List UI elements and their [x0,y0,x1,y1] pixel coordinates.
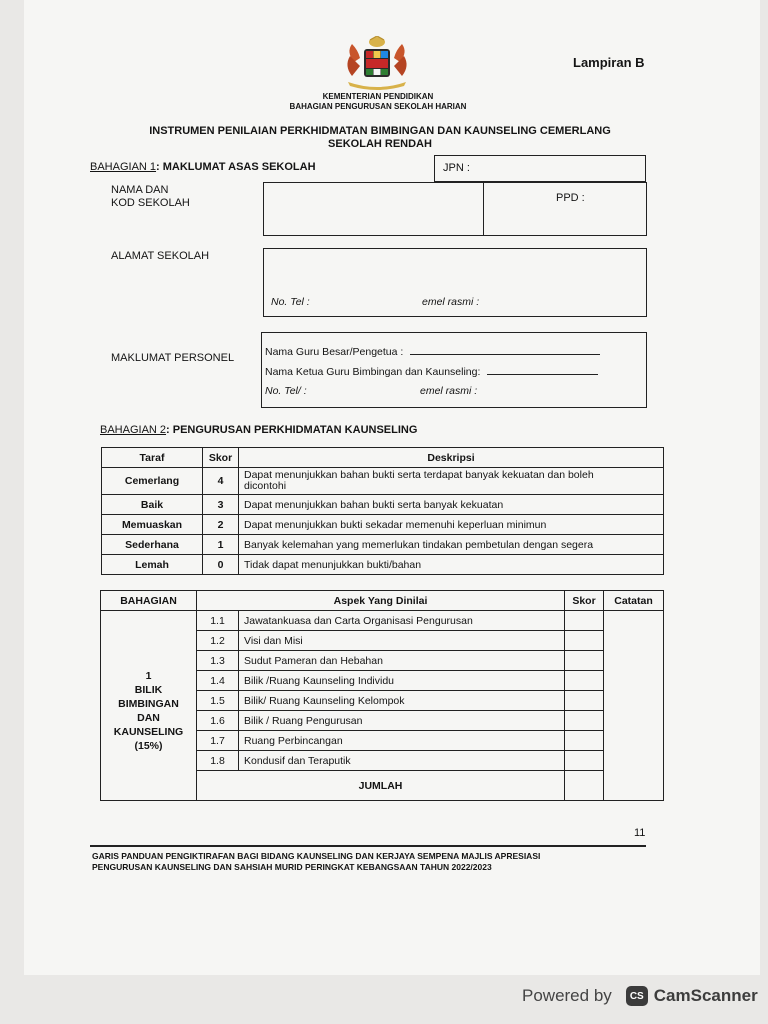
document-title-line-2: SEKOLAH RENDAH [328,138,432,150]
bahagian-1-cell [101,611,197,801]
ketua-guru-row [265,364,598,378]
section-2-heading [100,424,417,436]
catatan-cell[interactable] [604,611,664,801]
rating-deskripsi: Dapat menunjukkan bahan bukti serta banyak kekuatan [239,495,664,515]
rating-skor: 1 [203,535,239,555]
aspect-text: Bilik/ Ruang Kaunseling Kelompok [239,691,565,711]
bahagian-word-3: DAN [137,711,160,724]
rating-row [102,495,664,515]
evaluation-header-row [101,591,664,611]
rating-taraf: Cemerlang [102,468,203,495]
jumlah-label: JUMLAH [197,771,565,801]
jpn-label: JPN : [443,162,470,174]
personel-tel-row [265,385,307,397]
aspect-row [101,611,664,631]
rating-taraf: Baik [102,495,203,515]
document-title-line-1: INSTRUMEN PENILAIAN PERKHIDMATAN BIMBINGAN DAN KAUNSELING CEMERLANG [149,125,611,137]
header-aspek: Aspek Yang Dinilai [197,591,565,611]
aspect-text: Jawatankuasa dan Carta Organisasi Pengurusan [239,611,565,631]
guru-besar-input-line[interactable] [410,344,600,355]
ppd-field[interactable] [483,182,647,236]
page-number: 11 [634,827,646,839]
aspect-text: Kondusif dan Teraputik [239,751,565,771]
ministry-line-1: KEMENTERIAN PENDIDIKAN [322,92,434,101]
alamat-emel: emel rasmi : [422,296,480,308]
header-bahagian: BAHAGIAN [101,591,197,611]
header-skor: Skor [203,448,239,468]
aspect-no: 1.2 [197,631,239,651]
rating-deskripsi: Banyak kelemahan yang memerlukan tindakan pembetulan dengan segera [239,535,664,555]
camscanner-brand: CamScanner [653,986,758,1005]
rating-scale-table [101,447,664,575]
jpn-field[interactable] [434,155,646,182]
aspect-skor-cell[interactable] [565,711,604,731]
alamat-label: ALAMAT SEKOLAH [111,250,210,262]
header-taraf: Taraf [102,448,203,468]
bahagian-number: 1 [145,669,152,682]
aspect-skor-cell[interactable] [565,691,604,711]
rating-deskripsi [239,468,664,495]
ministry-line-2: BAHAGIAN PENGURUSAN SEKOLAH HARIAN [289,102,467,111]
aspect-text: Sudut Pameran dan Hebahan [239,651,565,671]
rating-row [102,468,664,495]
section-2-number: BAHAGIAN 2 [100,424,167,436]
rating-skor: 3 [203,495,239,515]
section-1-title: : MAKLUMAT ASAS SEKOLAH [156,161,316,173]
nama-kod-label [111,184,190,210]
aspect-text: Bilik /Ruang Kaunseling Individu [239,671,565,691]
camscanner-watermark [522,986,758,1006]
aspect-no: 1.6 [197,711,239,731]
personel-emel-row [420,385,477,397]
aspect-no: 1.3 [197,651,239,671]
rating-taraf: Lemah [102,555,203,575]
guru-besar-label: Nama Guru Besar/Pengetua : [265,346,404,358]
bahagian-word-4: KAUNSELING [113,725,184,738]
personel-tel-label: No. Tel/ : [265,385,307,397]
aspect-skor-cell[interactable] [565,671,604,691]
rating-deskripsi-line-2: dicontohi [244,480,287,492]
nama-label-line-2: KOD SEKOLAH [111,197,190,209]
footer-text [92,851,652,873]
rating-skor: 4 [203,468,239,495]
rating-row [102,555,664,575]
ketua-guru-input-line[interactable] [487,364,598,375]
footer-line-2: PENGURUSAN KAUNSELING DAN SAHSIAH MURID PERINGKAT KEBANGSAAN TAHUN 2022/2023 [92,862,492,872]
header-deskripsi: Deskripsi [239,448,664,468]
bahagian-weight: (15%) [134,739,163,752]
header-catatan: Catatan [604,591,664,611]
evaluation-table [100,590,664,801]
aspect-skor-cell[interactable] [565,731,604,751]
bahagian-word-2: BIMBINGAN [118,697,179,710]
alamat-no-tel: No. Tel : [271,296,310,308]
aspect-skor-cell[interactable] [565,751,604,771]
nama-kod-field[interactable] [263,182,484,236]
rating-header-row [102,448,664,468]
nama-label-line-1: NAMA DAN [111,184,169,196]
personel-box [261,332,647,408]
footer-rule [90,845,646,847]
rating-deskripsi-line-1: Dapat menunjukkan bahan bukti serta terdapat banyak kekuatan dan boleh [244,469,594,481]
header-skor: Skor [565,591,604,611]
personel-label: MAKLUMAT PERSONEL [111,352,235,364]
bahagian-word-1: BILIK [134,683,163,696]
section-1-number: BAHAGIAN 1 [90,161,157,173]
camscanner-logo-icon: CS [626,986,648,1006]
ppd-label: PPD : [556,192,585,204]
aspect-skor-cell[interactable] [565,651,604,671]
aspect-no: 1.5 [197,691,239,711]
coat-of-arms-icon [340,36,414,92]
powered-by-text: Powered by [522,986,612,1005]
aspect-skor-cell[interactable] [565,611,604,631]
rating-taraf: Sederhana [102,535,203,555]
rating-skor: 0 [203,555,239,575]
section-1-heading [90,161,316,173]
rating-taraf: Memuaskan [102,515,203,535]
aspect-no: 1.8 [197,751,239,771]
guru-besar-row [265,344,600,358]
jumlah-skor-cell[interactable] [565,771,604,801]
rating-deskripsi: Dapat menunjukkan bukti sekadar memenuhi keperluan minimun [239,515,664,535]
rating-skor: 2 [203,515,239,535]
ketua-guru-label: Nama Ketua Guru Bimbingan dan Kaunseling: [265,366,481,378]
aspect-text: Visi dan Misi [239,631,565,651]
aspect-no: 1.7 [197,731,239,751]
rating-deskripsi: Tidak dapat menunjukkan bukti/bahan [239,555,664,575]
rating-row [102,515,664,535]
aspect-no: 1.4 [197,671,239,691]
personel-emel-label: emel rasmi : [420,385,478,397]
aspect-skor-cell[interactable] [565,631,604,651]
rating-row [102,535,664,555]
alamat-field[interactable] [263,248,647,317]
aspect-no: 1.1 [197,611,239,631]
aspect-text: Bilik / Ruang Pengurusan [239,711,565,731]
lampiran-label: Lampiran B [573,55,645,70]
aspect-text: Ruang Perbincangan [239,731,565,751]
section-2-title: : PENGURUSAN PERKHIDMATAN KAUNSELING [166,424,418,436]
footer-line-1: GARIS PANDUAN PENGIKTIRAFAN BAGI BIDANG KAUNSELING DAN KERJAYA SEMPENA MAJLIS APRESIASI [92,851,541,861]
